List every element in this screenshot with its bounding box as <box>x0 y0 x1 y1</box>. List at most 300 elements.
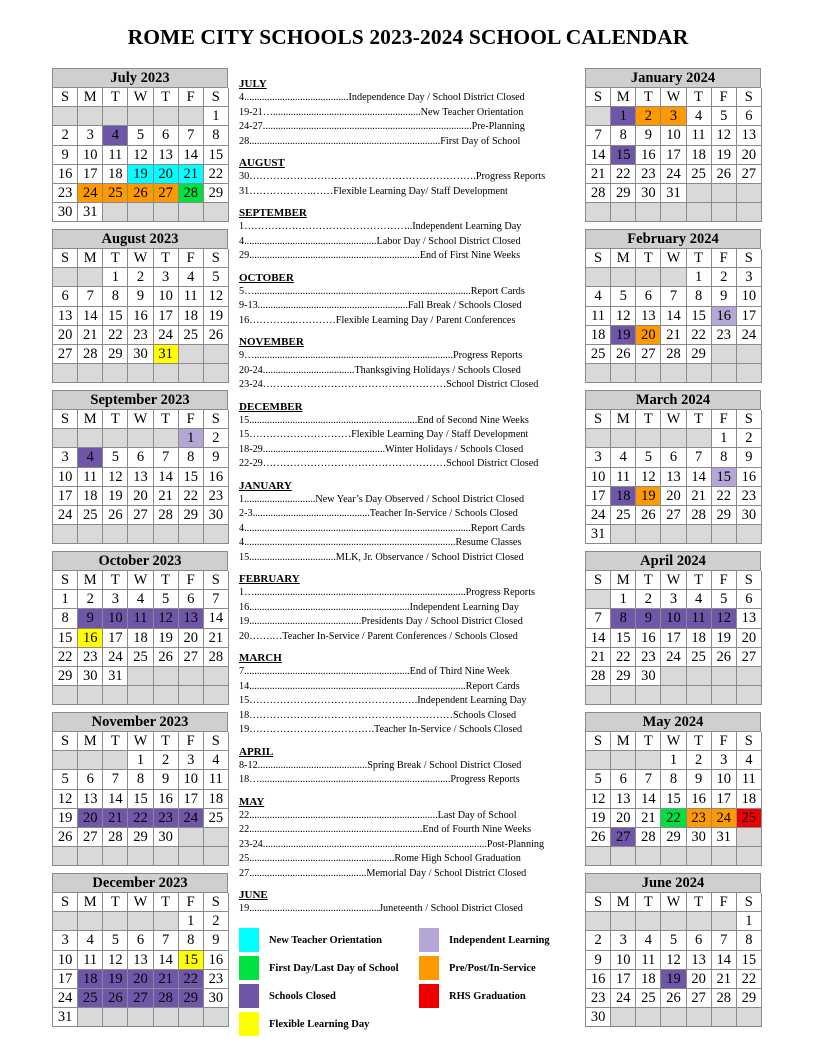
day-cell: 17 <box>611 970 636 989</box>
day-cell: 12 <box>154 609 179 628</box>
weekday-header: W <box>128 249 153 268</box>
day-cell: 25 <box>78 989 103 1008</box>
empty-day-cell <box>204 345 229 364</box>
day-cell: 14 <box>712 951 737 970</box>
month-title: August 2023 <box>52 229 228 248</box>
day-cell: 4 <box>687 107 712 126</box>
weekday-header: S <box>204 410 229 429</box>
day-cell: 24 <box>661 165 686 184</box>
day-cell: 3 <box>78 126 103 145</box>
weekday-header: F <box>179 732 204 751</box>
day-cell: 28 <box>687 506 712 525</box>
day-cell: 7 <box>179 126 204 145</box>
empty-day-cell <box>737 1008 762 1027</box>
day-cell: 9 <box>636 609 661 628</box>
empty-day-cell <box>661 1008 686 1027</box>
day-cell: 28 <box>103 828 128 847</box>
event-section-heading: JULY <box>239 78 267 90</box>
month-calendar <box>52 712 228 866</box>
empty-day-cell <box>179 847 204 866</box>
event-section <box>239 157 577 199</box>
empty-day-cell <box>687 364 712 383</box>
day-cell: 21 <box>103 809 128 828</box>
day-cell: 13 <box>661 468 686 487</box>
empty-day-cell <box>204 364 229 383</box>
weekday-header: F <box>179 249 204 268</box>
day-cell: 26 <box>636 506 661 525</box>
event-item: 15..................................MLK, Jr. Observance / School District Closed <box>239 551 524 563</box>
day-cell: 9 <box>687 770 712 789</box>
day-cell: 25 <box>586 345 611 364</box>
day-cell: 9 <box>636 126 661 145</box>
day-cell: 9 <box>204 448 229 467</box>
day-cell: 30 <box>128 345 153 364</box>
day-cell: 7 <box>78 287 103 306</box>
empty-day-cell <box>737 686 762 705</box>
empty-day-cell <box>179 1008 204 1027</box>
empty-day-cell <box>687 686 712 705</box>
empty-day-cell <box>128 1008 153 1027</box>
day-cell: 11 <box>636 951 661 970</box>
day-cell: 1 <box>737 912 762 931</box>
day-cell: 27 <box>128 989 153 1008</box>
empty-day-cell <box>687 847 712 866</box>
empty-day-cell <box>179 345 204 364</box>
weekday-header: T <box>687 410 712 429</box>
day-cell: 3 <box>103 590 128 609</box>
month-grid <box>52 409 228 544</box>
day-cell: 26 <box>128 184 153 203</box>
weekday-header: M <box>611 893 636 912</box>
day-cell: 1 <box>687 268 712 287</box>
empty-day-cell <box>737 203 762 222</box>
day-cell: 8 <box>179 448 204 467</box>
day-cell: 4 <box>204 751 229 770</box>
weekday-header: S <box>53 732 78 751</box>
legend-swatch <box>239 984 259 1008</box>
day-cell: 9 <box>737 448 762 467</box>
day-cell: 16 <box>636 146 661 165</box>
day-cell: 11 <box>687 126 712 145</box>
empty-day-cell <box>636 1008 661 1027</box>
weekday-header: S <box>53 893 78 912</box>
event-section-heading: DECEMBER <box>239 400 303 413</box>
day-cell: 29 <box>53 667 78 686</box>
day-cell: 12 <box>712 609 737 628</box>
day-cell: 29 <box>661 828 686 847</box>
legend-label: New Teacher Orientation <box>269 934 382 946</box>
day-cell: 29 <box>179 989 204 1008</box>
day-cell: 6 <box>179 590 204 609</box>
day-cell: 22 <box>204 165 229 184</box>
day-cell: 2 <box>204 429 229 448</box>
weekday-header: M <box>78 249 103 268</box>
event-section-heading: FEBRUARY <box>239 573 300 585</box>
event-item: 16...............................................................Independent Learning Day <box>239 601 519 613</box>
day-cell: 5 <box>611 287 636 306</box>
day-cell: 15 <box>179 468 204 487</box>
day-cell: 21 <box>586 165 611 184</box>
empty-day-cell <box>179 203 204 222</box>
empty-day-cell <box>687 1008 712 1027</box>
day-cell: 6 <box>154 126 179 145</box>
day-cell: 28 <box>712 989 737 1008</box>
day-cell: 30 <box>53 203 78 222</box>
day-cell: 1 <box>103 268 128 287</box>
empty-day-cell <box>661 847 686 866</box>
day-cell: 7 <box>586 126 611 145</box>
empty-day-cell <box>636 525 661 544</box>
day-cell: 12 <box>103 468 128 487</box>
event-item: 20…….…Teacher In-Service / Parent Conferences / Schools Closed <box>239 630 518 642</box>
day-cell: 17 <box>661 629 686 648</box>
day-cell: 24 <box>103 648 128 667</box>
day-cell: 6 <box>687 931 712 950</box>
day-cell: 5 <box>712 590 737 609</box>
empty-day-cell <box>737 847 762 866</box>
day-cell: 16 <box>128 307 153 326</box>
event-item: 4.........................................Independence Day / School District Closed <box>239 92 525 103</box>
empty-day-cell <box>128 847 153 866</box>
month-calendar <box>52 551 228 705</box>
event-item: 19-21…..........................................................New Teacher Orientation <box>239 106 524 118</box>
day-cell: 5 <box>103 448 128 467</box>
empty-day-cell <box>179 107 204 126</box>
month-grid <box>585 570 761 705</box>
day-cell: 30 <box>636 667 661 686</box>
event-item: 1............................New Year’s Day Observed / School District Closed <box>239 493 525 505</box>
day-cell: 2 <box>586 931 611 950</box>
empty-day-cell <box>636 203 661 222</box>
month-calendar <box>585 551 761 705</box>
month-title: October 2023 <box>52 551 228 570</box>
event-item: 14.....................................................................................Report Cards <box>239 680 520 692</box>
event-item: 5….....................................................................................Report Cards <box>239 285 525 297</box>
weekday-header: S <box>204 732 229 751</box>
event-section-heading: MAY <box>239 795 265 808</box>
day-cell: 11 <box>586 307 611 326</box>
day-cell: 30 <box>586 1008 611 1027</box>
weekday-header: S <box>737 571 762 590</box>
empty-day-cell <box>179 686 204 705</box>
event-section <box>239 480 577 566</box>
weekday-header: F <box>712 893 737 912</box>
weekday-header: S <box>53 249 78 268</box>
empty-day-cell <box>154 525 179 544</box>
empty-day-cell <box>128 203 153 222</box>
empty-day-cell <box>78 912 103 931</box>
day-cell: 20 <box>128 487 153 506</box>
day-cell: 14 <box>636 790 661 809</box>
empty-day-cell <box>103 1008 128 1027</box>
empty-day-cell <box>636 686 661 705</box>
day-cell: 27 <box>737 165 762 184</box>
day-cell: 14 <box>204 609 229 628</box>
day-cell: 6 <box>128 448 153 467</box>
day-cell: 2 <box>53 126 78 145</box>
legend-swatch <box>239 956 259 980</box>
day-cell: 31 <box>78 203 103 222</box>
weekday-header: T <box>687 249 712 268</box>
day-cell: 20 <box>78 809 103 828</box>
day-cell: 10 <box>179 770 204 789</box>
day-cell: 23 <box>737 487 762 506</box>
day-cell: 18 <box>179 307 204 326</box>
event-item: 4....................................................Labor Day / School District Closed <box>239 235 521 247</box>
empty-day-cell <box>128 667 153 686</box>
day-cell: 22 <box>179 970 204 989</box>
month-title: March 2024 <box>585 390 761 409</box>
event-item: 23-24........................................................................................Post-Planning <box>239 838 545 850</box>
empty-day-cell <box>737 828 762 847</box>
event-item: 1…………………………………………..Independent Learning Day <box>239 221 522 232</box>
month-title: November 2023 <box>52 712 228 731</box>
day-cell: 23 <box>636 648 661 667</box>
empty-day-cell <box>586 686 611 705</box>
weekday-header: T <box>687 893 712 912</box>
month-calendar <box>52 873 228 1027</box>
day-cell: 24 <box>53 506 78 525</box>
day-cell: 25 <box>103 184 128 203</box>
empty-day-cell <box>128 912 153 931</box>
day-cell: 19 <box>712 629 737 648</box>
day-cell: 28 <box>78 345 103 364</box>
day-cell: 26 <box>204 326 229 345</box>
event-item: 27..............................................Memorial Day / School District Closed <box>239 867 527 879</box>
day-cell: 29 <box>611 184 636 203</box>
empty-day-cell <box>103 429 128 448</box>
legend-label: Independent Learning <box>449 934 550 946</box>
day-cell: 14 <box>103 790 128 809</box>
event-section <box>239 78 577 149</box>
empty-day-cell <box>611 203 636 222</box>
day-cell: 23 <box>636 165 661 184</box>
day-cell: 15 <box>737 951 762 970</box>
weekday-header: F <box>179 88 204 107</box>
empty-day-cell <box>103 847 128 866</box>
day-cell: 21 <box>636 809 661 828</box>
day-cell: 28 <box>154 506 179 525</box>
weekday-header: M <box>611 410 636 429</box>
day-cell: 8 <box>611 126 636 145</box>
weekday-header: T <box>154 893 179 912</box>
empty-day-cell <box>154 203 179 222</box>
day-cell: 4 <box>611 448 636 467</box>
month-grid <box>52 570 228 705</box>
event-item: 7.................................................................End of Third Nine Week <box>239 666 510 677</box>
day-cell: 2 <box>636 590 661 609</box>
empty-day-cell <box>586 268 611 287</box>
event-section <box>239 573 577 644</box>
event-item: 2-3..............................................Teacher In-Service / Schools Closed <box>239 508 518 519</box>
day-cell: 3 <box>154 268 179 287</box>
day-cell: 3 <box>611 931 636 950</box>
weekday-header: M <box>78 732 103 751</box>
weekday-header: T <box>103 410 128 429</box>
day-cell: 31 <box>103 667 128 686</box>
legend-label: Schools Closed <box>269 990 336 1002</box>
day-cell: 23 <box>712 326 737 345</box>
day-cell: 22 <box>687 326 712 345</box>
weekday-header: T <box>154 249 179 268</box>
day-cell: 17 <box>103 629 128 648</box>
weekday-header: T <box>636 893 661 912</box>
empty-day-cell <box>712 1008 737 1027</box>
day-cell: 25 <box>128 648 153 667</box>
day-cell: 10 <box>53 468 78 487</box>
day-cell: 13 <box>737 609 762 628</box>
day-cell: 8 <box>611 609 636 628</box>
day-cell: 19 <box>586 809 611 828</box>
empty-day-cell <box>204 847 229 866</box>
weekday-header: T <box>154 732 179 751</box>
day-cell: 5 <box>204 268 229 287</box>
day-cell: 26 <box>154 648 179 667</box>
day-cell: 26 <box>103 506 128 525</box>
day-cell: 25 <box>78 506 103 525</box>
day-cell: 15 <box>611 629 636 648</box>
day-cell: 21 <box>687 487 712 506</box>
empty-day-cell <box>636 364 661 383</box>
day-cell: 14 <box>687 468 712 487</box>
day-cell: 6 <box>737 107 762 126</box>
day-cell: 6 <box>53 287 78 306</box>
weekday-header: W <box>661 410 686 429</box>
empty-day-cell <box>53 686 78 705</box>
day-cell: 29 <box>687 345 712 364</box>
weekday-header: M <box>78 410 103 429</box>
day-cell: 11 <box>204 770 229 789</box>
empty-day-cell <box>712 686 737 705</box>
day-cell: 13 <box>154 146 179 165</box>
weekday-header: S <box>53 88 78 107</box>
empty-day-cell <box>636 268 661 287</box>
day-cell: 30 <box>78 667 103 686</box>
weekday-header: S <box>586 88 611 107</box>
day-cell: 15 <box>611 146 636 165</box>
weekday-header: T <box>687 571 712 590</box>
legend-item <box>239 984 336 1008</box>
day-cell: 14 <box>586 146 611 165</box>
day-cell: 20 <box>636 326 661 345</box>
legend-swatch <box>239 928 259 952</box>
event-section <box>239 889 577 917</box>
event-item: 22....................................................................End of Fourth Nine Weeks <box>239 824 532 835</box>
day-cell: 23 <box>204 970 229 989</box>
empty-day-cell <box>636 912 661 931</box>
day-cell: 7 <box>636 770 661 789</box>
empty-day-cell <box>712 847 737 866</box>
event-section-heading: APRIL <box>239 745 274 758</box>
day-cell: 22 <box>53 648 78 667</box>
day-cell: 24 <box>661 648 686 667</box>
weekday-header: W <box>128 732 153 751</box>
day-cell: 25 <box>737 809 762 828</box>
day-cell: 7 <box>154 448 179 467</box>
day-cell: 15 <box>179 951 204 970</box>
day-cell: 5 <box>661 931 686 950</box>
empty-day-cell <box>204 828 229 847</box>
empty-day-cell <box>179 364 204 383</box>
legend-label: Flexible Learning Day <box>269 1018 370 1030</box>
day-cell: 25 <box>204 809 229 828</box>
day-cell: 8 <box>712 448 737 467</box>
day-cell: 13 <box>611 790 636 809</box>
legend-swatch <box>419 928 439 952</box>
empty-day-cell <box>103 525 128 544</box>
weekday-header: S <box>737 249 762 268</box>
weekday-header: W <box>661 732 686 751</box>
event-section-heading: AUGUST <box>239 157 285 169</box>
day-cell: 7 <box>103 770 128 789</box>
event-item: 15……………………………………….….Independent Learning Day <box>239 695 527 706</box>
day-cell: 12 <box>53 790 78 809</box>
day-cell: 6 <box>611 770 636 789</box>
day-cell: 18 <box>737 790 762 809</box>
day-cell: 5 <box>103 931 128 950</box>
day-cell: 20 <box>737 146 762 165</box>
weekday-header: T <box>687 732 712 751</box>
day-cell: 11 <box>687 609 712 628</box>
day-cell: 27 <box>78 828 103 847</box>
empty-day-cell <box>103 203 128 222</box>
event-section-heading: NOVEMBER <box>239 336 304 348</box>
day-cell: 12 <box>661 951 686 970</box>
month-grid <box>585 731 761 866</box>
empty-day-cell <box>586 429 611 448</box>
day-cell: 16 <box>154 790 179 809</box>
day-cell: 10 <box>712 770 737 789</box>
day-cell: 6 <box>737 590 762 609</box>
day-cell: 13 <box>737 126 762 145</box>
weekday-header: M <box>611 88 636 107</box>
month-calendar <box>585 229 761 383</box>
day-cell: 20 <box>128 970 153 989</box>
weekday-header: T <box>103 249 128 268</box>
month-calendar <box>585 390 761 544</box>
month-calendar <box>52 68 228 222</box>
month-title: January 2024 <box>585 68 761 87</box>
empty-day-cell <box>737 364 762 383</box>
day-cell: 22 <box>611 165 636 184</box>
day-cell: 3 <box>661 107 686 126</box>
day-cell: 16 <box>636 629 661 648</box>
day-cell: 20 <box>154 165 179 184</box>
empty-day-cell <box>611 525 636 544</box>
month-grid <box>585 892 761 1027</box>
day-cell: 28 <box>586 667 611 686</box>
empty-day-cell <box>103 912 128 931</box>
weekday-header: T <box>154 571 179 590</box>
day-cell: 27 <box>611 828 636 847</box>
weekday-header: W <box>128 410 153 429</box>
event-section-heading: SEPTEMBER <box>239 207 307 219</box>
event-item: 15..................................................................End of Second Nine Weeks <box>239 414 529 426</box>
day-cell: 1 <box>179 912 204 931</box>
weekday-header: W <box>661 88 686 107</box>
day-cell: 10 <box>103 609 128 628</box>
day-cell: 9 <box>128 287 153 306</box>
weekday-header: F <box>179 410 204 429</box>
day-cell: 9 <box>204 931 229 950</box>
empty-day-cell <box>661 525 686 544</box>
month-calendar <box>585 712 761 866</box>
day-cell: 20 <box>611 809 636 828</box>
day-cell: 29 <box>204 184 229 203</box>
day-cell: 21 <box>154 487 179 506</box>
day-cell: 24 <box>154 326 179 345</box>
legend-label: First Day/Last Day of School <box>269 962 399 974</box>
